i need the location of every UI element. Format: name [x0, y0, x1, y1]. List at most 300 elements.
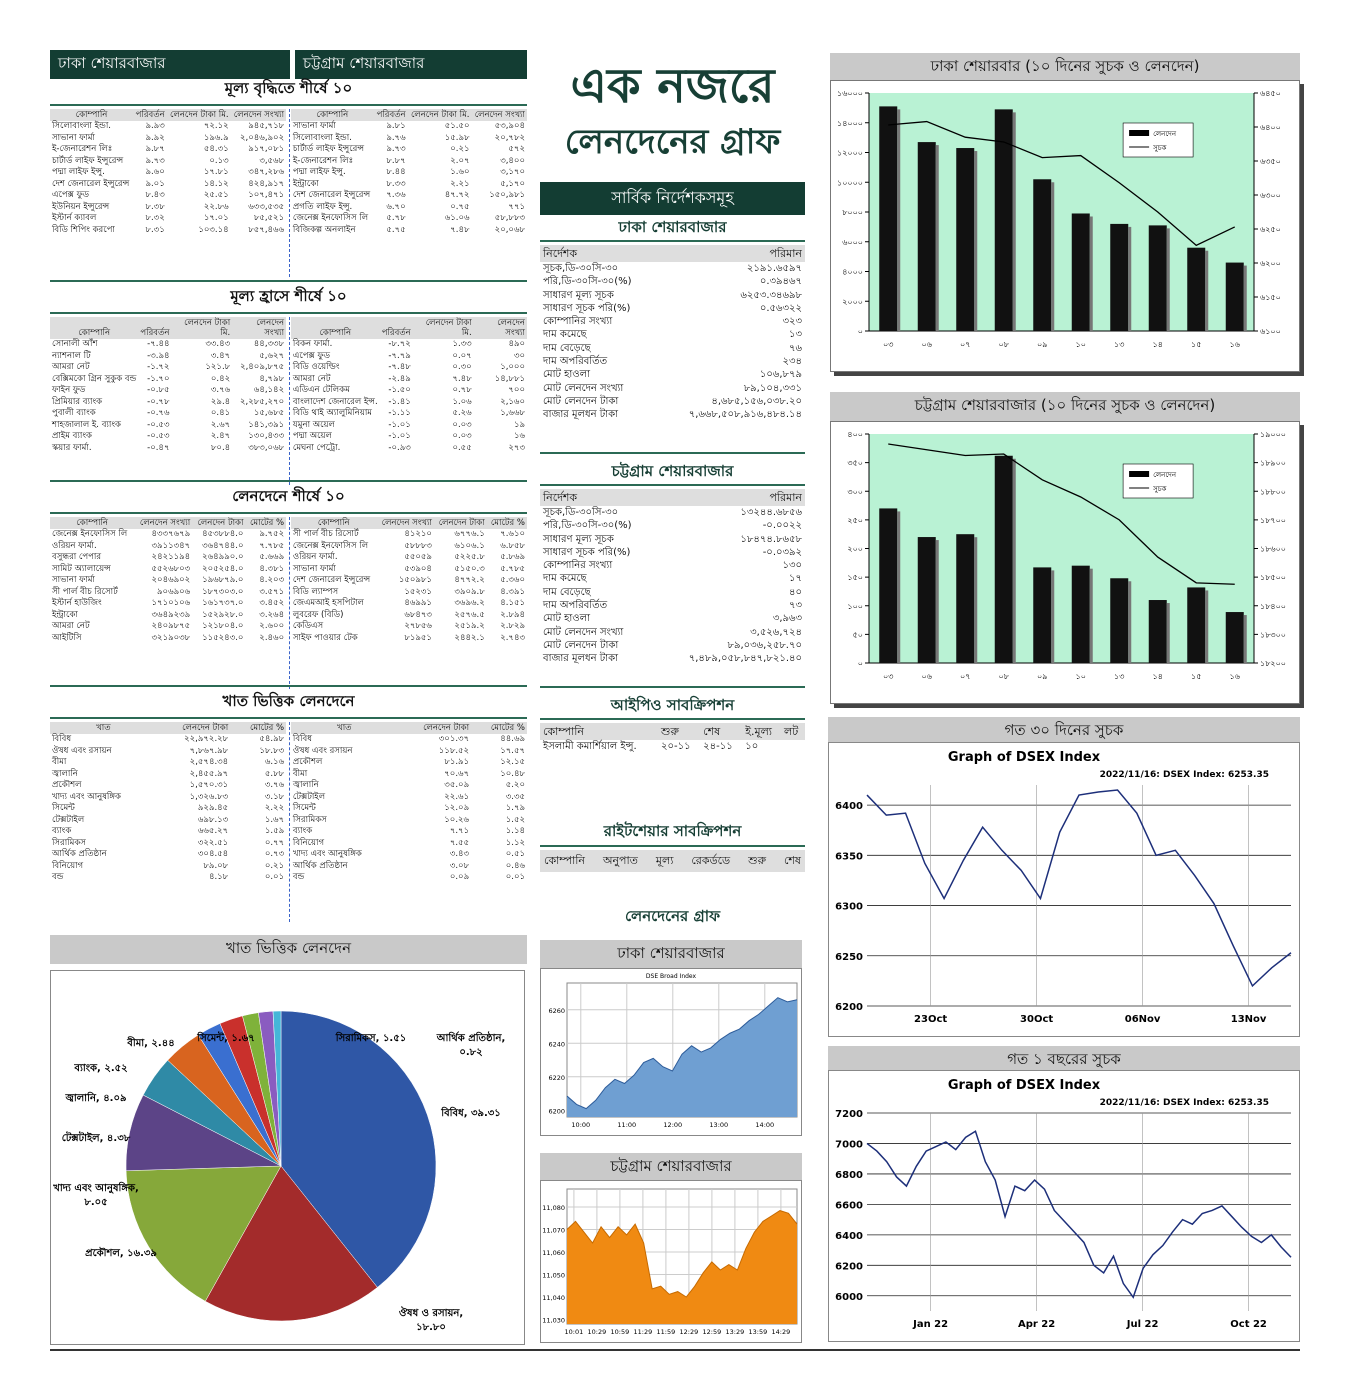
table-row [50, 541, 286, 553]
column-header: শেষ [700, 723, 742, 740]
table-cell: ইসলামী কমার্শিয়াল ইন্সু. [543, 741, 637, 752]
y2-tick-label: ৬৩০০ [1260, 191, 1281, 200]
x-tick-label: ১৫ [1191, 340, 1202, 349]
table-row [50, 610, 286, 622]
table-cell: ১৯৬৮৭৯.০ [202, 575, 244, 585]
trade-graph-title: লেনদেনের গ্রাফ [624, 907, 721, 925]
table-cell: ২৭৮৫৬ [404, 621, 432, 631]
bar [918, 537, 936, 663]
bar [1187, 248, 1205, 331]
y-tick-label: 6200 [835, 1002, 863, 1013]
column-header: পরিমান [657, 489, 805, 506]
bar-shadow [1051, 570, 1054, 663]
table-cell: ০.৭৭ [264, 837, 285, 848]
indicator-value: ৬২৫৩.৩৪৬৯৮ [740, 289, 802, 301]
table-row [50, 564, 286, 576]
bar [1072, 213, 1090, 331]
table-cell: ২,৫৭৪.৩৪ [189, 757, 229, 767]
column-header: লেনদেন টাকা [157, 722, 230, 734]
sector-title: খাত ভিত্তিক লেনদেনে [222, 692, 355, 710]
table-cell: ৫২২৫.৮ [454, 552, 485, 562]
table-cell: ২০-১১ [661, 741, 691, 752]
table-row [50, 133, 286, 145]
table-cell: ১২১.৮ [205, 362, 231, 372]
y-tick-label: ৪০০ [847, 430, 863, 439]
indicator-label: দাম বেড়েছে [543, 342, 591, 354]
table-cell: ৪৩৩৭৬৭৯ [151, 529, 191, 539]
table-row [50, 757, 286, 769]
bar-shadow [974, 537, 977, 663]
dhaka-10day-chart [830, 80, 1300, 372]
table-cell: ৮.৩৮ [145, 201, 165, 212]
divider [289, 317, 290, 485]
indicator-row [540, 626, 805, 639]
bar [1226, 263, 1244, 331]
table-cell: ৮.৩২ [145, 213, 165, 223]
table-cell: আমরা নেট [292, 373, 331, 384]
table-row [291, 339, 527, 351]
table-cell: বিবিধ [292, 734, 312, 744]
turnover-tables [50, 517, 527, 689]
bar-shadow [897, 109, 900, 331]
table-cell: ৩৯০৯.৮ [454, 586, 485, 597]
table-row [50, 746, 286, 758]
table-row [291, 408, 527, 420]
column-header: লেনদেন টাকা মি. [408, 109, 472, 121]
table-cell: জেএমআই হসপিটাল [292, 598, 364, 608]
table-cell: ৮৫,৫২১ [253, 213, 285, 223]
table-cell: জেনেক্স ইনফোসিস লি [292, 540, 369, 551]
table-cell: -৮.৭২ [388, 339, 411, 349]
table-row [291, 861, 527, 873]
table-row [291, 621, 527, 633]
table-cell: ৪২৪,৯১৭ [248, 178, 285, 189]
table-cell: ৭২.১২ [203, 121, 229, 131]
table-row [291, 564, 527, 576]
column-header: পরিবর্তন [374, 109, 408, 121]
table-row [291, 746, 527, 758]
indicator-row [540, 342, 805, 355]
table-cell: ঔষধ এবং রসায়ন [52, 745, 112, 756]
column-header: কোম্পানি [540, 723, 658, 740]
table-cell: ০.৭৫ [450, 201, 470, 212]
table-cell: ১৮৭৩০৩.০ [202, 586, 244, 597]
indicator-value: ৭৬ [788, 342, 802, 354]
pie-label: বিবিধ, ৩৯.৩১ [441, 1108, 501, 1119]
table-cell: ৮.৩১ [145, 224, 165, 235]
table-row [50, 179, 286, 191]
chart-title: Graph of DSEX Index [947, 750, 1101, 765]
x-tick-label: Apr 22 [1017, 1319, 1056, 1330]
table-cell: ২২.৮৬ [203, 201, 229, 212]
table-cell: ৪.১৫১ [500, 598, 525, 608]
table-cell [781, 740, 805, 753]
y-tick-label: 6200 [835, 1261, 863, 1273]
table-cell: ৪৬৯৯১ [404, 598, 432, 608]
table-cell: ০.৭৮ [452, 385, 472, 395]
column-header: লেনদেন সংখ্যা [474, 317, 527, 339]
table-cell: ১.৬০ [450, 167, 470, 177]
table-cell: ৬৪,১৪২ [253, 385, 285, 395]
table-cell: সিমেন্ট [292, 803, 316, 813]
rule [540, 452, 805, 454]
table-cell: সামিট অ্যালায়েন্স [52, 563, 111, 574]
table-cell: ইস্টার্ন হাউজিং [52, 598, 102, 608]
table-cell: -১.৫০ [388, 385, 411, 395]
table-row [291, 443, 527, 455]
table-cell: ইউনিয়ন ইন্সুরেন্স [52, 201, 110, 212]
bar-shadow [1205, 251, 1208, 331]
ctg-10day-header: চট্টগ্রাম শেয়ারবাজার (১০ দিনের সুচক ও লেনদেন) [830, 392, 1300, 421]
table-cell: -১.০১ [388, 419, 411, 430]
table-cell: ইস্টার্ন ক্যাবল [52, 213, 97, 223]
y-tick-label: 11,030 [542, 1316, 565, 1325]
indicators-dhaka-table [540, 245, 805, 422]
table-cell: ৫৮,৮৮৩ [494, 213, 525, 223]
table-cell: -০.৭৮ [147, 396, 170, 407]
column-header: শেষ [783, 853, 801, 867]
table-cell: ৪.৩৯১ [500, 586, 525, 597]
table-cell: ২০,০৬৮ [494, 224, 525, 235]
indicators-ctg-table [540, 489, 805, 666]
bar [1110, 578, 1128, 663]
indicator-value: ৮৯,১০৪,৩৩১ [743, 382, 802, 394]
indicator-label: বাজার মূলধন টাকা [543, 409, 618, 421]
table-row [50, 780, 286, 792]
bar [1149, 225, 1167, 331]
table-cell: ৮৫৭,৪৬৬ [248, 224, 285, 235]
indicator-label: দাম কমেছে [543, 329, 587, 341]
x-tick-label: 30Oct [1020, 1014, 1054, 1025]
table-cell: ০.০৩ [452, 431, 472, 441]
table-row [50, 202, 286, 214]
x-tick-label: ১৩ [1114, 672, 1125, 681]
y-tick-label: ২৫০ [847, 515, 863, 525]
indicator-value: ০.৩৯৪৬৭ [759, 276, 802, 288]
indicator-label: মোট লেনদেন সংখ্যা [543, 626, 624, 638]
pie-label: ব্যাংক, ২.৫২ [74, 1063, 128, 1074]
x-tick-label: ১৬ [1229, 672, 1240, 681]
table-cell: ০.৭৩ [264, 849, 285, 859]
table-cell: জ্বালানি [292, 780, 319, 790]
table-cell: চার্টার্ড লাইফ ইন্সুরেন্স [292, 144, 365, 154]
year1-header: গত ১ বছরের সুচক [828, 1046, 1300, 1075]
table-cell: ১৫,৬৮৫ [253, 408, 285, 418]
dhaka-10day-header: ঢাকা শেয়ারবার (১০ দিনের সুচক ও লেনদেন) [830, 53, 1300, 82]
table-row [50, 826, 286, 838]
bar [956, 534, 974, 663]
table-row [50, 815, 286, 827]
y-tick-label: ৫০ [852, 630, 863, 640]
table-cell: ১,৬৬৮ [500, 408, 525, 418]
table-cell: ফাইন ফুড [52, 385, 86, 395]
table-cell: আর্থিক প্রতিষ্ঠান [292, 860, 348, 871]
column-header: লেনদেন সংখ্যা [231, 109, 286, 121]
column-header: মোটের % [230, 722, 286, 734]
x-tick-label: 12:59 [702, 1328, 722, 1336]
indicator-row [540, 546, 805, 559]
bar [1149, 600, 1167, 663]
column-header: শুরু [658, 723, 700, 740]
y-tick-label: 6200 [548, 1107, 565, 1116]
bar [1187, 587, 1205, 663]
dsex-1year-chart [828, 1070, 1300, 1342]
column-header: লেনদেন টাকা মি. [171, 317, 232, 339]
sector-dhaka-table [50, 722, 286, 884]
indicator-value: ১৩০ [782, 560, 802, 572]
table-cell: ১৭.৮১ [203, 167, 229, 177]
table-row [50, 408, 286, 420]
dhaka-intraday-header: ঢাকা শেয়ারবাজার [540, 940, 802, 969]
table-cell: ৩.৪৭ [210, 350, 231, 361]
y-tick-label: 7000 [835, 1139, 863, 1151]
ctg-market-header: চট্টগ্রাম শেয়ারবাজার [295, 50, 527, 79]
table-row [50, 385, 286, 397]
table-cell: ৬১০৬.১ [454, 540, 485, 551]
rule [540, 718, 805, 720]
indicator-row [540, 506, 805, 519]
table-cell: আমরা নেট [52, 362, 90, 372]
table-cell: ৩,৫৬৮ [259, 155, 285, 166]
headline-line2: লেনদেনের গ্রাফ [564, 122, 781, 162]
table-cell: ২,২৮৫,২৭০ [240, 396, 285, 407]
column-header: কোম্পানি [291, 109, 374, 121]
table-cell: ওরিয়ন ফার্মা. [52, 540, 97, 551]
y-tick-label: ৩০০ [847, 487, 863, 497]
indicator-header-row [540, 245, 805, 262]
x-tick-label: ০৭ [960, 340, 971, 349]
indicator-label: পরি,ডি-৩০সি-৩০(%) [543, 276, 632, 288]
table-cell: ১.৩৩ [452, 339, 472, 349]
pie-label: আর্থিক প্রতিষ্ঠান, ০.৮২ [436, 1033, 506, 1058]
table-cell: ২৭৩ [508, 442, 525, 453]
table-cell: ব্যাংক [292, 826, 313, 836]
indicator-label: বাজার মূলধন টাকা [543, 653, 618, 665]
losers-title: মূল্য হ্রাসে শীর্ষে ১০ [230, 287, 347, 305]
table-cell: সিরামিকস [52, 837, 86, 848]
y-tick-label: ৮০০০ [842, 208, 863, 217]
bar [918, 142, 936, 331]
y-tick-label: 7200 [835, 1109, 863, 1120]
table-cell: ২২.৬১ [444, 791, 470, 802]
table-cell: ৮.৮৭ [386, 155, 406, 166]
table-cell: -১.৭২ [147, 362, 170, 372]
table-row [291, 121, 527, 133]
table-header-row [291, 517, 527, 529]
indicator-value: ০.৫৬৩২২ [759, 302, 802, 314]
table-cell: মেঘনা পেট্রো. [292, 442, 341, 453]
table-cell: ৭.৩৬ [386, 190, 406, 200]
table-cell: বিডি শিপিং করপো [52, 224, 115, 235]
indicator-label: সাধারণ সূচক পরি(%) [543, 546, 631, 558]
indicator-label: কোম্পানির সংখ্যা [543, 560, 613, 572]
indicator-value: -০.০৩৯২ [762, 546, 802, 558]
days30-header: গত ৩০ দিনের সুচক [828, 717, 1300, 746]
table-cell: ২৫৭৬.৫ [454, 609, 485, 620]
table-cell: ২.৮৯৪ [500, 609, 525, 620]
table-cell: ১৫.৯৮ [444, 132, 470, 143]
x-tick-label: ০৯ [1037, 672, 1048, 681]
bar-shadow [1013, 459, 1016, 663]
table-cell: ৮১.৯১ [444, 757, 470, 767]
table-cell: ০.৫১ [505, 849, 525, 859]
bar-shadow [936, 540, 939, 663]
table-row [291, 815, 527, 827]
y2-tick-label: ৬২০০ [1260, 259, 1281, 268]
table-cell: ০.০১ [264, 872, 285, 882]
table-row [50, 803, 286, 815]
table-cell: ৩৫.০৯ [444, 780, 470, 790]
table-header-row [50, 517, 286, 529]
table-cell: -১.৪১ [388, 396, 411, 407]
x-tick-label: 14:00 [755, 1121, 775, 1129]
table-cell: -৭.৪৪ [147, 339, 170, 349]
sector-tables [50, 722, 527, 922]
table-cell: ১.৫২ [505, 814, 525, 825]
table-cell: সাভানা ফার্মা [292, 121, 336, 131]
y-tick-label: 6250 [835, 951, 863, 963]
table-cell: সিমেন্ট [52, 803, 75, 813]
pie-label: সিমেন্ট, ১.৬৭ [197, 1033, 255, 1044]
table-cell: ব্যাংক [52, 826, 72, 836]
bar-shadow [897, 511, 900, 663]
table-cell: ১,৫৭০.৩১ [189, 780, 229, 790]
table-cell: -১.১১ [388, 408, 411, 418]
table-cell: সাভানা ফার্মা [52, 132, 95, 143]
table-cell: ইন্ট্রাকো [292, 178, 319, 189]
table-cell: ৩০৪.৫৪ [197, 849, 229, 859]
table-cell: ২.৭৪৩ [500, 632, 525, 643]
table-cell: ২,৪৫৫.৯৭ [189, 768, 229, 779]
table-cell: টেক্সটাইল [292, 791, 326, 802]
table-cell: ন্যাশনাল টি [52, 350, 91, 361]
x-tick-label: ০৭ [960, 672, 971, 681]
table-cell: ১৩০,৪৩৩ [248, 431, 285, 441]
table-cell: বিডি থাই অ্যালুমিনিয়াম [292, 408, 373, 418]
table-cell: ১০৭,৪৭১ [248, 190, 285, 200]
y-tick-label: 11,080 [542, 1204, 565, 1212]
y-tick-label: ১৪০০০ [837, 118, 863, 128]
y-tick-label: ১০০০০ [837, 178, 863, 188]
table-cell: জ্বালানি [52, 768, 78, 779]
x-tick-label: ১০ [1075, 340, 1086, 349]
x-tick-label: 13:00 [709, 1121, 729, 1129]
table-cell: -০.৯৩ [388, 442, 411, 453]
table-cell: ০.৪১ [210, 408, 231, 418]
table-row [50, 420, 286, 432]
table-cell: ০.৪৬ [505, 860, 525, 871]
turnover-ctg-table [291, 517, 527, 644]
table-cell: ৬.৭০ [386, 201, 406, 212]
table-cell: জেনেক্স ইনফোসিস লি [292, 213, 369, 223]
y-tick-label: 11,040 [542, 1294, 565, 1302]
pie-label: টেক্সটাইল, ৪.৩৮ [61, 1133, 131, 1144]
table-cell: আমরা নেট [52, 621, 90, 631]
table-row [291, 167, 527, 179]
bar-shadow [1167, 228, 1170, 331]
y-tick-label: 6220 [548, 1073, 565, 1082]
chart-title: DSE Broad Index [645, 973, 697, 980]
table-row [50, 861, 286, 873]
table-cell: ০.০৩ [452, 419, 472, 430]
table-cell: এপেক্স ফুড [52, 190, 90, 200]
ctg-intraday-header: চট্টগ্রাম শেয়ারবাজার [540, 1153, 802, 1182]
indicator-value: ৮৯,০৩৬,২৫৮.৭০ [727, 639, 802, 651]
table-cell: ৩৩.৪৩ [205, 339, 231, 349]
table-row [291, 351, 527, 363]
indicator-row [540, 328, 805, 341]
table-header-row [50, 109, 286, 121]
table-cell: বিডি ল্যাম্পস [292, 586, 339, 597]
table-cell: ৫৮৮৮৩ [404, 540, 432, 551]
indicator-value: ৩,৫২৬,৭২৪ [750, 626, 802, 638]
indicator-row [540, 519, 805, 532]
table-row [291, 374, 527, 386]
losers-dhaka-table [50, 317, 286, 454]
table-cell: ৯.৭৩ [145, 155, 165, 166]
table-cell: ৪৭৭২.২ [454, 575, 485, 585]
table-cell: ১৫২৯২৮.০ [202, 609, 244, 620]
table-cell: ১০.৪৮ [500, 768, 525, 779]
x-tick-label: ০৬ [921, 672, 932, 681]
table-cell: ২.৮২৯ [500, 621, 525, 631]
table-cell: ২৪-১১ [703, 741, 733, 752]
y2-tick-label: ১৮৪০০ [1260, 601, 1286, 611]
x-tick-label: ১৬ [1229, 340, 1240, 349]
y-tick-label: ৪০০০ [842, 267, 863, 277]
table-cell: -৩.৯৪ [147, 350, 170, 361]
indicator-label: সাধারণ মূল্য সূচক [543, 289, 614, 301]
bar [1033, 567, 1051, 663]
x-tick-label: ০৮ [998, 672, 1009, 681]
table-cell: ৫৪.৯৮ [259, 734, 285, 744]
table-row [50, 443, 286, 455]
table-header-row [291, 722, 527, 734]
bar [879, 106, 897, 331]
pie-label: ঔষধ ও রসায়ন, ১৮.৮০ [398, 1308, 464, 1333]
indicator-value: ১৩ [789, 329, 802, 341]
table-cell: ২২,৯৭২.২৮ [184, 734, 229, 744]
table-cell: ১১৫২৪৩.০ [202, 632, 244, 643]
table-row [50, 633, 286, 645]
y-tick-label: ০ [857, 659, 863, 668]
column-header: লট [781, 723, 805, 740]
table-cell: বিকন ফার্মা. [292, 339, 333, 349]
table-cell: বিডি ওয়েল্ডিং [292, 362, 340, 372]
sector-ctg-table [291, 722, 527, 884]
table-row [50, 598, 286, 610]
legend-line-label: সুচক [1153, 144, 1167, 152]
x-tick-label: 14:29 [771, 1328, 791, 1336]
table-cell: সিলোবাংলা ইন্ডা. [52, 121, 111, 131]
table-cell: বাংলাদেশ জেনারেল ইন্স. [292, 396, 378, 407]
table-cell: ২৬৪৯৯০.০ [202, 552, 244, 562]
chart-note: 2022/11/16: DSEX Index: 6253.35 [1099, 770, 1269, 780]
table-row [50, 431, 286, 443]
table-cell: ০.৫৫ [452, 442, 472, 453]
indicator-row [540, 599, 805, 612]
table-cell: ৮.৪৩ [145, 190, 165, 200]
table-cell: ৩০১.৩৭ [438, 734, 470, 744]
table-cell: ১৯ [513, 419, 525, 430]
table-cell: পদ্মা লাইফ ইন্সু. [52, 167, 105, 177]
indicator-label: দাম অপরিবর্তিত [543, 356, 608, 368]
indicator-row [540, 533, 805, 546]
table-row [50, 575, 286, 587]
table-row [291, 780, 527, 792]
y-tick-label: 6600 [835, 1200, 863, 1212]
indicator-value: ১৮৪৭৪.৮৬৫৮ [740, 533, 802, 545]
